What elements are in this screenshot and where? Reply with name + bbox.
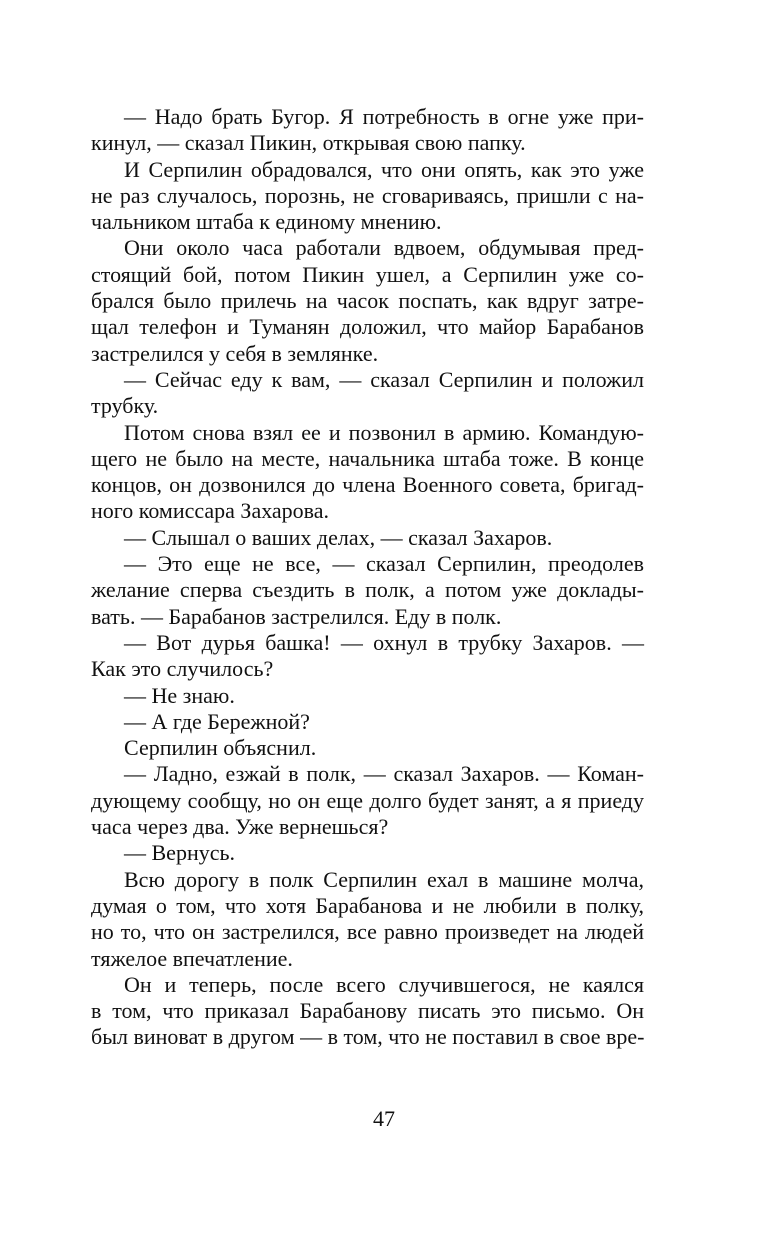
page-number: 47 bbox=[373, 1106, 395, 1131]
text-line: брался было прилечь на часок поспать, как вдруг затре- bbox=[91, 288, 644, 314]
text-line: тяжелое впечатление. bbox=[91, 945, 293, 971]
text-line: стоящий бой, потом Пикин ушел, а Серпилин уже со- bbox=[91, 261, 644, 287]
text-line: — Ладно, езжай в полк, — сказал Захаров. — Коман- bbox=[124, 761, 644, 787]
text-line: Он и теперь, после всего случившегося, не каялся bbox=[124, 971, 644, 997]
text-line: вать. — Барабанов застрелился. Еду в полк. bbox=[91, 603, 502, 629]
text-line: часа через два. Уже вернешься? bbox=[91, 814, 389, 840]
text-line: — Надо брать Бугор. Я потребность в огне уже при- bbox=[124, 104, 644, 129]
text-line: — Слышал о ваших делах, — сказал Захаров. bbox=[124, 524, 553, 550]
text-line: застрелился у себя в землянке. bbox=[91, 340, 379, 366]
text-line: Они около часа работали вдвоем, обдумывая пред- bbox=[124, 235, 644, 261]
text-line: — Вот дурья башка! — охнул в трубку Захаров. — bbox=[124, 629, 644, 655]
text-line: кинул, — сказал Пикин, открывая свою папку. bbox=[91, 130, 526, 156]
text-line: в том, что приказал Барабанову писать это письмо. Он bbox=[91, 998, 644, 1024]
text-line: щего не было на месте, начальника штаба тоже. В конце bbox=[91, 445, 644, 471]
text-line: но то, что он застрелился, все равно произведет на людей bbox=[91, 919, 644, 945]
text-line: Серпилин объяснил. bbox=[124, 735, 317, 761]
text-line: Всю дорогу в полк Серпилин ехал в машине молча, bbox=[124, 866, 644, 892]
text-line: не раз случалось, порознь, не сговариваясь, пришли с на- bbox=[91, 182, 644, 208]
text-line: И Серпилин обрадовался, что они опять, как это уже bbox=[124, 156, 644, 182]
page-text-block bbox=[91, 104, 644, 1051]
text-line: — А где Бережной? bbox=[124, 708, 310, 734]
text-line: — Вернусь. bbox=[124, 840, 236, 866]
text-line: концов, он дозвонился до члена Военного совета, бригад- bbox=[91, 472, 644, 498]
text-line: трубку. bbox=[91, 393, 159, 419]
text-line: щал телефон и Туманян доложил, что майор Барабанов bbox=[91, 314, 644, 340]
text-line: — Это еще не все, — сказал Серпилин, преодолев bbox=[124, 551, 644, 577]
text-line: был виноват в другом — в том, что не поставил в свое вре- bbox=[91, 1024, 645, 1050]
text-line: желание сперва съездить в полк, а потом уже доклады- bbox=[91, 577, 644, 603]
text-line: Потом снова взял ее и позвонил в армию. Командую- bbox=[124, 419, 644, 445]
text-line: чальником штаба к единому мнению. bbox=[91, 209, 442, 235]
text-line: ного комиссара Захарова. bbox=[91, 498, 330, 524]
text-line: дующему сообщу, но он еще долго будет занят, а я приеду bbox=[91, 787, 644, 813]
text-line: думая о том, что хотя Барабанова и не любили в полку, bbox=[91, 892, 644, 918]
text-line: — Сейчас еду к вам, — сказал Серпилин и положил bbox=[124, 366, 644, 392]
text-line: — Не знаю. bbox=[124, 682, 235, 708]
text-line: Как это случилось? bbox=[91, 656, 274, 682]
